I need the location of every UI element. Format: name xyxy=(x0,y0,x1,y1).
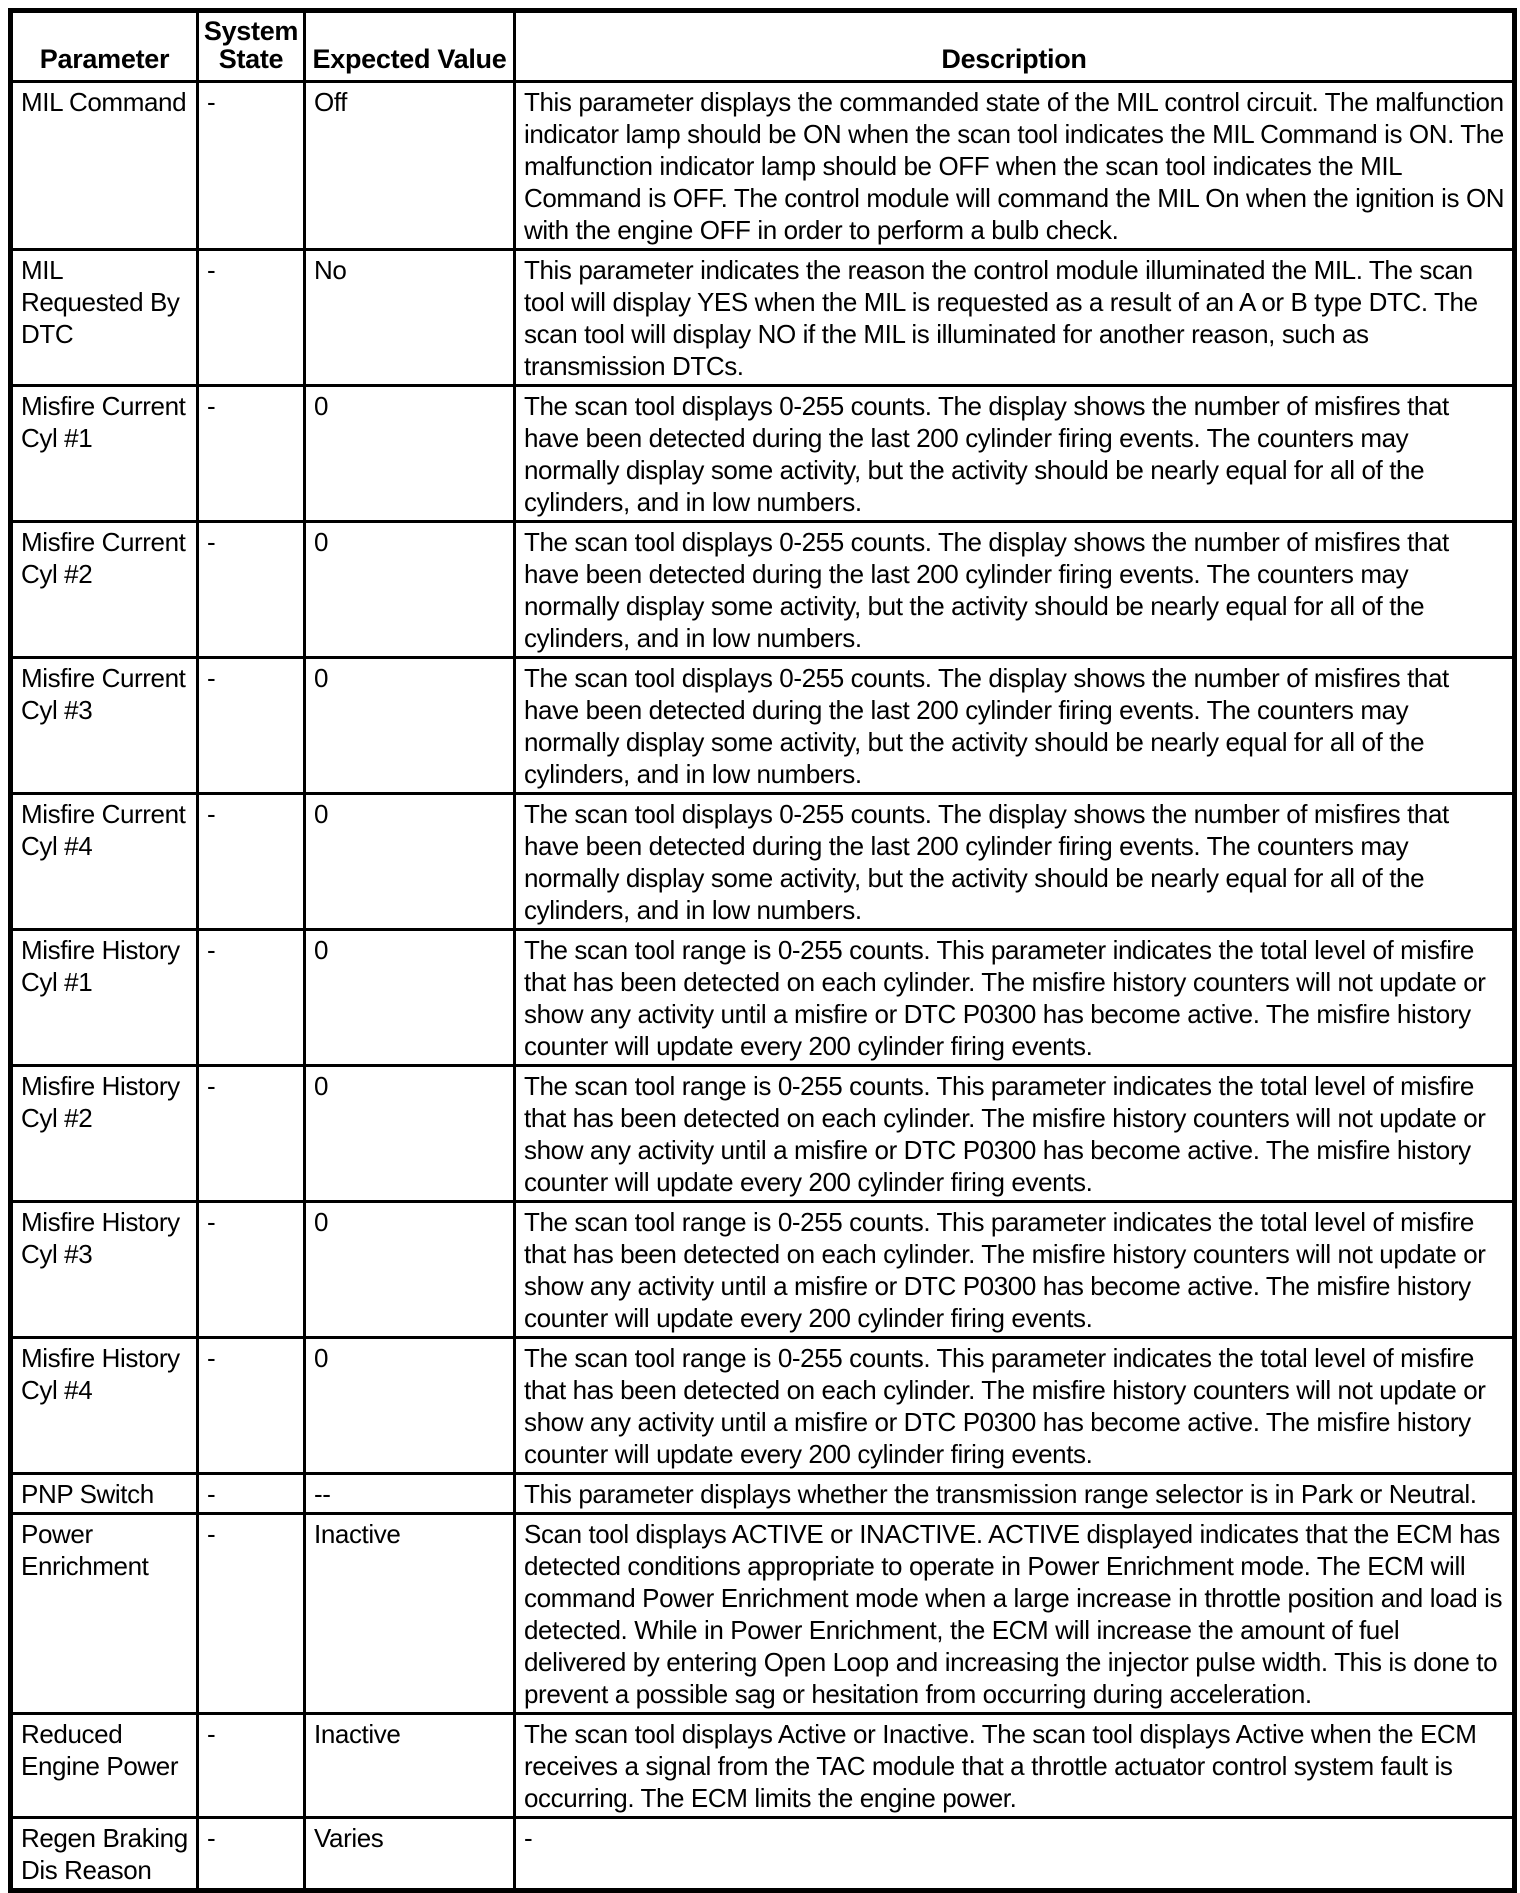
cell-parameter: MIL Command xyxy=(11,82,198,250)
table-row xyxy=(11,1202,1515,1338)
cell-expected-value: 0 xyxy=(305,794,515,930)
table-row xyxy=(11,1818,1515,1891)
cell-expected-value: -- xyxy=(305,1474,515,1514)
cell-description: The scan tool displays 0-255 counts. The display shows the number of misfires that have been detected during the last 200 cylinder firing events. The counters may normally display some activity, but the activity should be nearly equal for all of the cylinders, and in low numbers. xyxy=(515,522,1515,658)
header-system-state: System State xyxy=(198,11,305,82)
table-row xyxy=(11,1474,1515,1514)
cell-expected-value: Off xyxy=(305,82,515,250)
cell-description: Scan tool displays ACTIVE or INACTIVE. ACTIVE displayed indicates that the ECM has detected conditions appropriate to operate in Power Enrichment mode. The ECM will command Power Enrichment mode when a large increase in throttle position and load is detected. While in Power Enrichment, the ECM will increase the amount of fuel delivered by entering Open Loop and increasing the injector pulse width. This is done to prevent a possible sag or hesitation from occurring during acceleration. xyxy=(515,1514,1515,1714)
table-row xyxy=(11,386,1515,522)
cell-expected-value: 0 xyxy=(305,1202,515,1338)
cell-description: The scan tool range is 0-255 counts. This parameter indicates the total level of misfire that has been detected on each cylinder. The misfire history counters will not update or show any activity until a misfire or DTC P0300 has become active. The misfire history counter will update every 200 cylinder firing events. xyxy=(515,1338,1515,1474)
cell-parameter: Reduced Engine Power xyxy=(11,1714,198,1818)
cell-system-state: - xyxy=(198,82,305,250)
cell-system-state: - xyxy=(198,1066,305,1202)
cell-parameter: PNP Switch xyxy=(11,1474,198,1514)
cell-description: The scan tool range is 0-255 counts. This parameter indicates the total level of misfire that has been detected on each cylinder. The misfire history counters will not update or show any activity until a misfire or DTC P0300 has become active. The misfire history counter will update every 200 cylinder firing events. xyxy=(515,1066,1515,1202)
cell-system-state: - xyxy=(198,1714,305,1818)
cell-system-state: - xyxy=(198,250,305,386)
cell-expected-value: 0 xyxy=(305,658,515,794)
cell-parameter: Misfire History Cyl #1 xyxy=(11,930,198,1066)
header-expected-value: Expected Value xyxy=(305,11,515,82)
cell-parameter: Misfire Current Cyl #4 xyxy=(11,794,198,930)
table-row xyxy=(11,930,1515,1066)
table-row xyxy=(11,250,1515,386)
cell-system-state: - xyxy=(198,794,305,930)
cell-expected-value: Inactive xyxy=(305,1714,515,1818)
cell-system-state: - xyxy=(198,1338,305,1474)
cell-expected-value: 0 xyxy=(305,386,515,522)
table-header xyxy=(11,11,1515,82)
cell-expected-value: 0 xyxy=(305,1066,515,1202)
cell-expected-value: Inactive xyxy=(305,1514,515,1714)
cell-parameter: Misfire History Cyl #2 xyxy=(11,1066,198,1202)
cell-expected-value: Varies xyxy=(305,1818,515,1891)
cell-system-state: - xyxy=(198,1474,305,1514)
cell-system-state: - xyxy=(198,658,305,794)
cell-parameter: Misfire Current Cyl #2 xyxy=(11,522,198,658)
cell-expected-value: No xyxy=(305,250,515,386)
table-row xyxy=(11,522,1515,658)
cell-parameter: Misfire Current Cyl #3 xyxy=(11,658,198,794)
cell-parameter: Misfire History Cyl #4 xyxy=(11,1338,198,1474)
cell-description: - xyxy=(515,1818,1515,1891)
cell-parameter: MIL Requested By DTC xyxy=(11,250,198,386)
table-row xyxy=(11,658,1515,794)
table-body xyxy=(11,82,1515,1891)
cell-parameter: Misfire History Cyl #3 xyxy=(11,1202,198,1338)
cell-description: This parameter indicates the reason the control module illuminated the MIL. The scan tool will display YES when the MIL is requested as a result of an A or B type DTC. The scan tool will display NO if the MIL is illuminated for another reason, such as transmission DTCs. xyxy=(515,250,1515,386)
table-row xyxy=(11,1066,1515,1202)
cell-system-state: - xyxy=(198,1202,305,1338)
cell-expected-value: 0 xyxy=(305,930,515,1066)
cell-expected-value: 0 xyxy=(305,1338,515,1474)
cell-description: The scan tool displays 0-255 counts. The display shows the number of misfires that have been detected during the last 200 cylinder firing events. The counters may normally display some activity, but the activity should be nearly equal for all of the cylinders, and in low numbers. xyxy=(515,386,1515,522)
table-row xyxy=(11,1514,1515,1714)
cell-parameter: Regen Braking Dis Reason xyxy=(11,1818,198,1891)
cell-parameter: Power Enrichment xyxy=(11,1514,198,1714)
header-parameter: Parameter xyxy=(11,11,198,82)
cell-expected-value: 0 xyxy=(305,522,515,658)
cell-description: This parameter displays whether the transmission range selector is in Park or Neutral. xyxy=(515,1474,1515,1514)
cell-system-state: - xyxy=(198,522,305,658)
table-row xyxy=(11,1338,1515,1474)
cell-description: The scan tool displays 0-255 counts. The display shows the number of misfires that have been detected during the last 200 cylinder firing events. The counters may normally display some activity, but the activity should be nearly equal for all of the cylinders, and in low numbers. xyxy=(515,658,1515,794)
cell-system-state: - xyxy=(198,1818,305,1891)
cell-system-state: - xyxy=(198,1514,305,1714)
cell-description: The scan tool range is 0-255 counts. This parameter indicates the total level of misfire that has been detected on each cylinder. The misfire history counters will not update or show any activity until a misfire or DTC P0300 has become active. The misfire history counter will update every 200 cylinder firing events. xyxy=(515,1202,1515,1338)
scan-tool-parameter-table xyxy=(8,8,1517,1893)
cell-description: The scan tool displays 0-255 counts. The display shows the number of misfires that have been detected during the last 200 cylinder firing events. The counters may normally display some activity, but the activity should be nearly equal for all of the cylinders, and in low numbers. xyxy=(515,794,1515,930)
cell-description: The scan tool range is 0-255 counts. This parameter indicates the total level of misfire that has been detected on each cylinder. The misfire history counters will not update or show any activity until a misfire or DTC P0300 has become active. The misfire history counter will update every 200 cylinder firing events. xyxy=(515,930,1515,1066)
cell-system-state: - xyxy=(198,930,305,1066)
table-row xyxy=(11,794,1515,930)
cell-system-state: - xyxy=(198,386,305,522)
table-row xyxy=(11,1714,1515,1818)
header-row xyxy=(11,11,1515,82)
cell-parameter: Misfire Current Cyl #1 xyxy=(11,386,198,522)
cell-description: The scan tool displays Active or Inactive. The scan tool displays Active when the ECM receives a signal from the TAC module that a throttle actuator control system fault is occurring. The ECM limits the engine power. xyxy=(515,1714,1515,1818)
table-row xyxy=(11,82,1515,250)
header-description: Description xyxy=(515,11,1515,82)
cell-description: This parameter displays the commanded state of the MIL control circuit. The malfunction indicator lamp should be ON when the scan tool indicates the MIL Command is ON. The malfunction indicator lamp should be OFF when the scan tool indicates the MIL Command is OFF. The control module will command the MIL On when the ignition is ON with the engine OFF in order to perform a bulb check. xyxy=(515,82,1515,250)
